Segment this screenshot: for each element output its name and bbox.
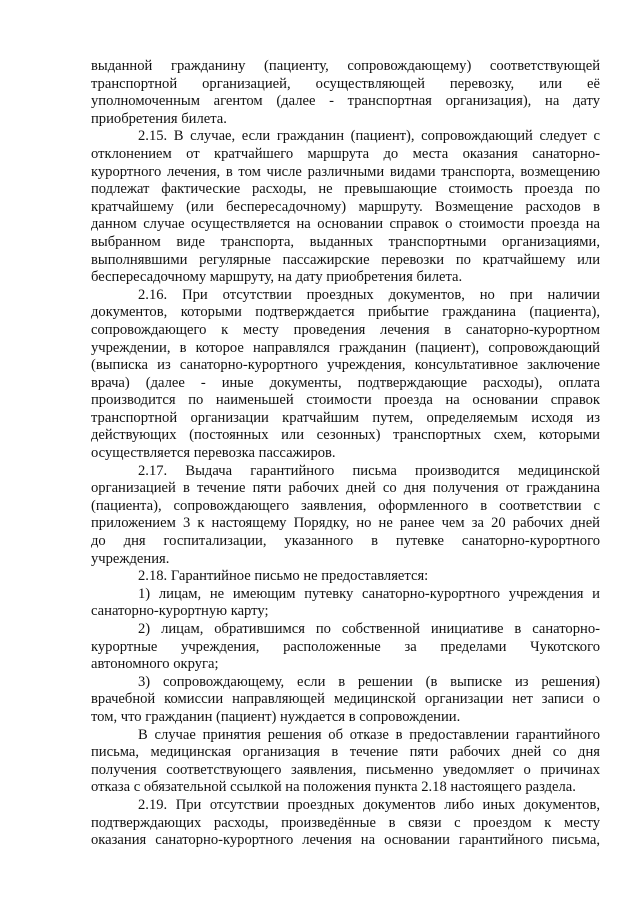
- text-line: 2.19. При отсутствии проездных документов либо иных документов,: [138, 796, 600, 813]
- text-line: транспортной организацией, осуществляющей перевозку, или её: [91, 75, 600, 92]
- text-line: приложением 3 к настоящему Порядку, но не ранее чем за 20 рабочих дней: [91, 515, 600, 532]
- text-line: подтверждающих расходы, произведённые в связи с проездом к месту: [91, 814, 600, 831]
- text-line: документов, которыми подтверждается прибытие гражданина (пациента),: [91, 304, 600, 321]
- text-line: производится по наименьшей стоимости проезда на основании справок: [91, 392, 600, 409]
- text-line: 2.15. В случае, если гражданин (пациент), сопровождающий следует с: [138, 128, 600, 145]
- text-line: до дня госпитализации, указанного в путевке санаторно-курортного: [91, 533, 600, 550]
- text-line: сопровождающего к месту проведения лечения в санаторно-курортном: [91, 321, 600, 338]
- text-line: отклонением от кратчайшего маршрута до места оказания санаторно-: [91, 145, 600, 162]
- text-line: отказа с обязательной ссылкой на положения пункта 2.18 настоящего раздела.: [91, 779, 576, 796]
- text-line: учреждении, в которое направлялся гражданин (пациент), сопровождающий: [91, 339, 600, 356]
- text-line: выполнявшими регулярные пассажирские перевозки по кратчайшему или: [91, 251, 600, 268]
- text-line: оказания санаторно-курортного лечения на основании гарантийного письма,: [91, 832, 600, 849]
- text-line: 2.16. При отсутствии проездных документов, но при наличии: [138, 286, 600, 303]
- text-line: подлежат фактические расходы, не превышающие стоимость проезда по: [91, 181, 600, 198]
- text-line: 2.17. Выдача гарантийного письма производится медицинской: [138, 462, 600, 479]
- text-line: кратчайшему (или беспересадочному) маршруту. Возмещение расходов в: [91, 198, 600, 215]
- text-line: выбранном виде транспорта, выданных транспортными организациями,: [91, 233, 600, 250]
- text-line: выданной гражданину (пациенту, сопровождающему) соответствующей: [91, 58, 600, 74]
- text-line: курортные учреждения, расположенные за пределами Чукотского: [91, 638, 600, 655]
- text-line: санаторно-курортную карту;: [91, 603, 269, 620]
- text-line: 1) лицам, не имеющим путевку санаторно-курортного учреждения и: [138, 585, 600, 602]
- text-line: курортного лечения, в том числе различными видами транспорта, возмещению: [91, 163, 600, 180]
- text-line: том, что гражданин (пациент) нуждается в сопровождении.: [91, 708, 461, 725]
- text-line: действующих (постоянных или сезонных) транспортных схем, которыми: [91, 427, 600, 444]
- text-line: данном случае осуществляется на основании справок о стоимости проезда на: [91, 216, 600, 233]
- text-line: врача) (далее - иные документы, подтверждающие расходы), оплата: [91, 374, 600, 391]
- text-line: 2.18. Гарантийное письмо не предоставляется:: [138, 568, 429, 585]
- text-line: учреждения.: [91, 550, 170, 567]
- text-line: врачебной комиссии направляющей медицинской организации нет записи о: [91, 691, 600, 708]
- text-line: транспортной организации кратчайшим путем, определяемым исходя из: [91, 409, 600, 426]
- text-line: организацией в течение пяти рабочих дней со дня получения от гражданина: [91, 480, 600, 497]
- text-line: беспересадочному маршруту, на дату приобретения билета.: [91, 269, 463, 286]
- text-line: 3) сопровождающему, если в решении (в выписке из решения): [138, 673, 600, 690]
- text-line: письма, медицинская организация в течение пяти рабочих дней со дня: [91, 744, 600, 761]
- text-line: автономного округа;: [91, 656, 219, 673]
- text-line: (пациента), сопровождающего заявления, оформленного в соответствии с: [91, 497, 600, 514]
- text-line: (выписка из санаторно-курортного учреждения, консультативное заключение: [91, 357, 600, 374]
- text-line: получения соответствующего заявления, письменно уведомляет о причинах: [91, 761, 600, 778]
- text-line: приобретения билета.: [91, 110, 227, 127]
- text-line: 2) лицам, обратившимся по собственной инициативе в санаторно-: [138, 621, 600, 637]
- text-line: осуществляется перевозка пассажиров.: [91, 445, 336, 462]
- text-line: уполномоченным агентом (далее - транспортная организация), на дату: [91, 93, 600, 110]
- text-line: В случае принятия решения об отказе в предоставлении гарантийного: [138, 726, 600, 743]
